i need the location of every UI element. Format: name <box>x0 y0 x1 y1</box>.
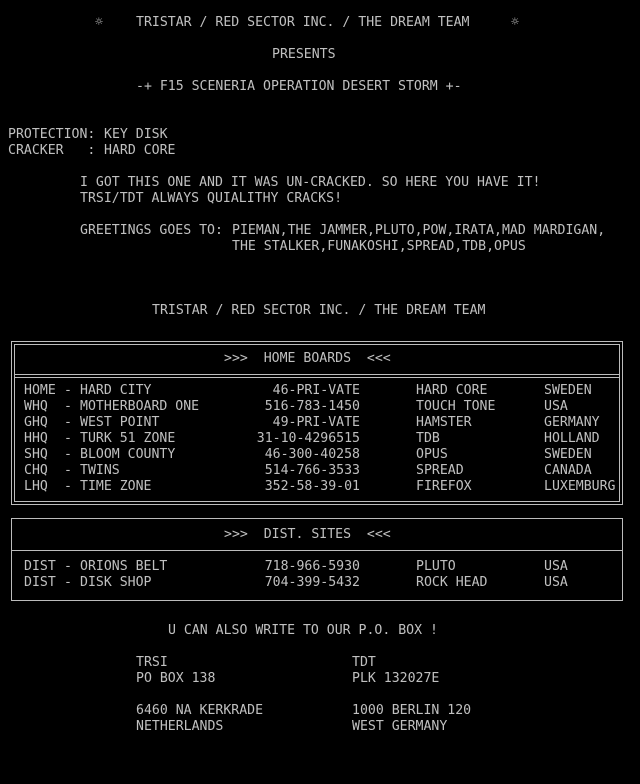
board-tag: SHQ <box>24 447 48 462</box>
board-name: DISK SHOP <box>80 575 152 590</box>
group-title: TRISTAR / RED SECTOR INC. / THE DREAM TEAM <box>152 303 486 318</box>
pobox-right-line-3: 1000 BERLIN 120 <box>352 703 472 718</box>
board-tag: CHQ <box>24 463 48 478</box>
board-sysop: FIREFOX <box>416 479 472 494</box>
row-separator: - <box>64 575 72 590</box>
board-country: USA <box>544 399 568 414</box>
board-name: TWINS <box>80 463 120 478</box>
product-title: -+ F15 SCENERIA OPERATION DESERT STORM +- <box>136 79 462 94</box>
home-boards-title: >>> HOME BOARDS <<< <box>224 351 391 366</box>
board-phone: 718-966-5930 <box>264 559 360 574</box>
board-phone: 514-766-3533 <box>264 463 360 478</box>
protection-label: PROTECTION: <box>8 127 96 142</box>
board-sysop: SPREAD <box>416 463 464 478</box>
board-name: WEST POINT <box>80 415 160 430</box>
board-country: GERMANY <box>544 415 600 430</box>
board-sysop: HAMSTER <box>416 415 472 430</box>
board-country: CANADA <box>544 463 592 478</box>
board-name: BLOOM COUNTY <box>80 447 176 462</box>
row-separator: - <box>64 415 72 430</box>
pobox-left-line-4: NETHERLANDS <box>136 719 224 734</box>
pobox-intro: U CAN ALSO WRITE TO OUR P.O. BOX ! <box>168 623 438 638</box>
row-separator: - <box>64 463 72 478</box>
star-right-icon: ☼ <box>511 15 519 30</box>
board-phone: 46-300-40258 <box>264 447 360 462</box>
greetings-line-1: PIEMAN,THE JAMMER,PLUTO,POW,IRATA,MAD MARDIGAN, <box>232 223 606 238</box>
home-boards-divider <box>14 374 619 375</box>
pobox-right-line-1: TDT <box>352 655 376 670</box>
pobox-left-line-3: 6460 NA KERKRADE <box>136 703 264 718</box>
board-country: HOLLAND <box>544 431 600 446</box>
pobox-left-line-2: PO BOX 138 <box>136 671 216 686</box>
home-boards-divider-2 <box>14 377 619 378</box>
presents-text: PRESENTS <box>272 47 336 62</box>
dist-sites-title: >>> DIST. SITES <<< <box>224 527 391 542</box>
protection-value: KEY DISK <box>104 127 168 142</box>
board-tag: LHQ <box>24 479 48 494</box>
pobox-left-line-1: TRSI <box>136 655 168 670</box>
board-name: TURK 51 ZONE <box>80 431 176 446</box>
cracker-value: HARD CORE <box>104 143 176 158</box>
board-sysop: ROCK HEAD <box>416 575 488 590</box>
board-phone: 352-58-39-01 <box>264 479 360 494</box>
board-country: USA <box>544 575 568 590</box>
star-left-icon: ☼ <box>95 15 103 30</box>
row-separator: - <box>64 447 72 462</box>
cracker-label: CRACKER : <box>8 143 96 158</box>
board-tag: WHQ <box>24 399 48 414</box>
pobox-right-line-4: WEST GERMANY <box>352 719 448 734</box>
row-separator: - <box>64 431 72 446</box>
dist-sites-divider <box>11 550 622 551</box>
board-phone: 31-10-4296515 <box>256 431 360 446</box>
row-separator: - <box>64 479 72 494</box>
note-line-1: I GOT THIS ONE AND IT WAS UN-CRACKED. SO HERE YOU HAVE IT! <box>80 175 541 190</box>
board-tag: HHQ <box>24 431 48 446</box>
board-phone: 704-399-5432 <box>264 575 360 590</box>
board-tag: HOME <box>24 383 56 398</box>
board-name: TIME ZONE <box>80 479 152 494</box>
note-line-2: TRSI/TDT ALWAYS QUIALITHY CRACKS! <box>80 191 343 206</box>
board-tag: DIST <box>24 559 56 574</box>
board-country: LUXEMBURG <box>544 479 616 494</box>
pobox-right-line-2: PLK 132027E <box>352 671 440 686</box>
board-sysop: TOUCH TONE <box>416 399 496 414</box>
board-sysop: PLUTO <box>416 559 456 574</box>
board-country: SWEDEN <box>544 383 592 398</box>
board-sysop: OPUS <box>416 447 448 462</box>
row-separator: - <box>64 383 72 398</box>
board-tag: DIST <box>24 575 56 590</box>
greetings-line-2: THE STALKER,FUNAKOSHI,SPREAD,TDB,OPUS <box>232 239 526 254</box>
row-separator: - <box>64 559 72 574</box>
board-name: HARD CITY <box>80 383 152 398</box>
board-phone: 516-783-1450 <box>264 399 360 414</box>
board-sysop: TDB <box>416 431 440 446</box>
board-phone: 46-PRI-VATE <box>272 383 360 398</box>
board-tag: GHQ <box>24 415 48 430</box>
board-sysop: HARD CORE <box>416 383 488 398</box>
board-country: USA <box>544 559 568 574</box>
greetings-label: GREETINGS GOES TO: <box>80 223 223 238</box>
board-name: MOTHERBOARD ONE <box>80 399 200 414</box>
board-phone: 49-PRI-VATE <box>272 415 360 430</box>
board-name: ORIONS BELT <box>80 559 168 574</box>
row-separator: - <box>64 399 72 414</box>
header-title: TRISTAR / RED SECTOR INC. / THE DREAM TEAM <box>136 15 470 30</box>
board-country: SWEDEN <box>544 447 592 462</box>
